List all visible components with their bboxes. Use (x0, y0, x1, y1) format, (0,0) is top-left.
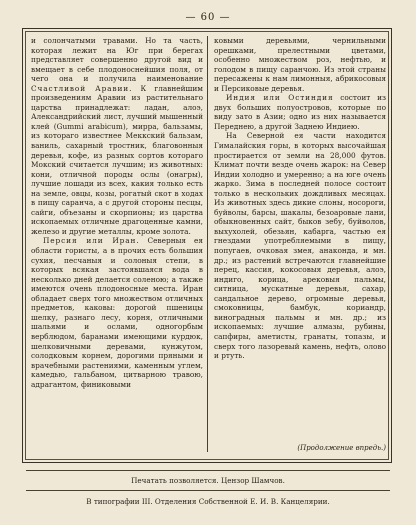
left-paragraph-2: Персия или Иран. Северныя ея области гористы, а в прочих есть большия сухия, песчаныя и солоныя степи, в которых всякая застоявшаяся вода в несколько дней делается соленою; а также имеются очень плодоносные места. Иран обладает сверх того множеством отличных предметов, каковы: дорогой пшеницы шелку, разнаго лесу, корня, отличными шальями и ослами, одногорбым верблюдом, баранами имеющими курдюк, шелковичными деревами, кунжутом, солодковым корнем, дорогими пряными и врачебными растениями, каменным углем, камедью, гальбаном, цитварною травою, адрагантом, финиковыми (31, 236, 204, 389)
footer-rule-top (26, 470, 390, 471)
term-persia: Персия или Иран. (43, 236, 140, 246)
term-arabia-felix: Счастливой Аравии. (31, 83, 133, 93)
censor-permit: Печатать позволяется. Цензор Шамчов. (131, 476, 285, 485)
term-india: Индия или Остиндия (226, 93, 334, 103)
page-number: — 60 — (185, 12, 231, 23)
column-divider (207, 36, 208, 452)
left-paragraph-1: и солончатыми травами. Но та часть, которая лежит на Юг при берегах представляет совершенно другой вид и вмещает в себе плодоноснейшия поля, от чего она и получила наименование Счастливой Аравии. К главнейшим произведениям Аравии из растительнаго царства принадлежат: ладан, алоэ, Александрийский лист, лучший мышенный клей (Gummi arabicum), мирра, бальзамы, из котораго известнее Меккский бальзам, ваниль, сахарный тростник, благовонныя деревья, кофе, из разных сортов котораго Мокский считается лучшим; из животных: кони, отличной породы ослы (онагры), лучшие лошади из всех, какия только есть на земле, овцы, козы, рогатый скот в ходах в пищу саранча, а с другой стороны песцы, сайги, объезаны и скорпионы; из царства ископаемых отличные драгоценные камни, железо и другие металлы, кроме золота. (31, 36, 203, 236)
right-paragraph-1: ковыми деревьями, чернильными орешками, прелестными цветами, особенно множеством роз, нефтью, и голодом в пищу саранчою. Из этой страны пересажены к нам лимонныя, абрикосовыя и Персиковые деревья. (214, 36, 386, 93)
printing-house: В типографии III. Отделения Собственной Е. И. В. Канцелярии. (86, 497, 330, 506)
continuation-note: (Продолжение впредь.) (297, 444, 386, 452)
right-column (214, 36, 386, 361)
right-paragraph-2: Индия или Остиндия состоит из двух больших полуостровов, которые по виду зато в Азии; одно из них называется Переднею, а другой Заднею Индиею. (214, 93, 386, 131)
footer-rule-middle (26, 490, 390, 491)
right-paragraph-3: На Северной ея части находится Гималайския горы, в которых высочайшая простирается от земли на 28,000 футов. Климат почти везде очень жарок: на Север Индии холодно и умеренно; а на юге очень жарко. Зима в последней полосе состоит только в нескольких дождливых месяцах. Из животных здесь дикие слоны, носороги, буйволы, барсы, шакалы, безоаровые лани, обыкновенных сайт, быков зебу, буйволов, выхухолей, обезьян, кабарга, частью ея гнездами употребляемыми в пищу, попугаев, очковая змея, анаконда, и мн. др.; из растений встречаются главнейшие перец, кассия, кокосовыя деревья, алоэ, индиго, корица, арековыя пальмы, ситница, мускатные деревья, сахар, сандальное дерево, огромные деревья, смоковницы, бамбук, кориандр, виноградныя пальмы и мн. др.; из ископаемых: лучшие алмазы, рубины, сапфиры, аметисты, гранаты, топазы, и сверх того лазоревый камень, нефть, олово и ртуть. (214, 131, 386, 361)
left-column (31, 36, 203, 389)
